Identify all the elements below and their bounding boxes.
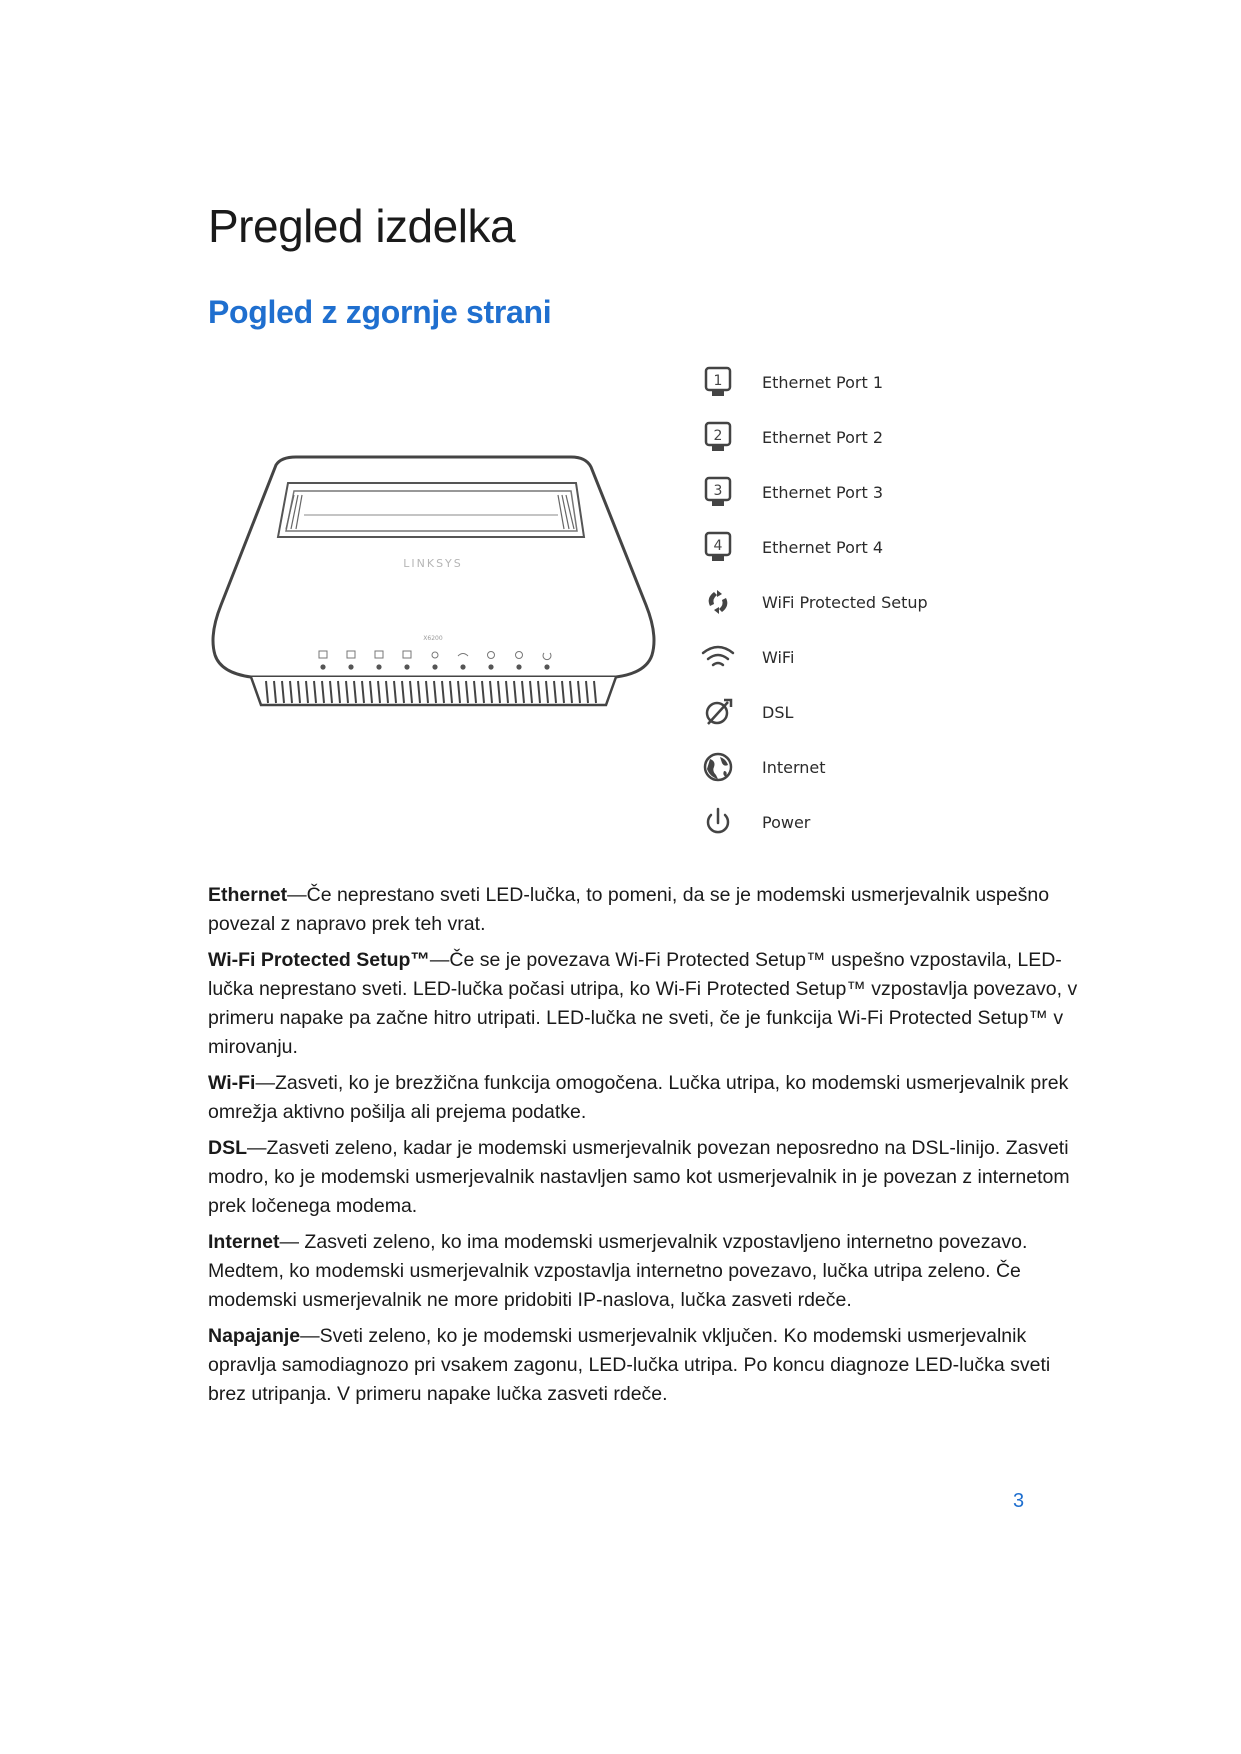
ethernet-port-3-icon bbox=[700, 474, 736, 510]
legend-item bbox=[700, 472, 883, 512]
page-title: Pregled izdelka bbox=[208, 200, 516, 252]
legend-label: WiFi bbox=[762, 647, 795, 667]
ethernet-port-2-icon bbox=[700, 419, 736, 455]
section-heading: Pogled z zgornje strani bbox=[208, 294, 552, 330]
legend-label: Ethernet Port 4 bbox=[762, 537, 883, 557]
legend-item bbox=[700, 637, 794, 677]
legend-item bbox=[700, 527, 883, 567]
dsl-icon bbox=[700, 694, 736, 730]
description-term: Internet bbox=[208, 1231, 280, 1253]
legend-label: Ethernet Port 3 bbox=[762, 482, 883, 502]
power-icon bbox=[700, 804, 736, 840]
description-paragraph bbox=[208, 946, 1078, 1062]
router-illustration bbox=[206, 455, 661, 730]
description-text: —Če neprestano sveti LED-lučka, to pomeni, da se je modemski usmerjevalnik uspešno povezal z napravo prek teh vrat. bbox=[208, 884, 1050, 935]
svg-text:3: 3 bbox=[713, 483, 723, 499]
wifi-icon bbox=[700, 639, 736, 675]
legend-label: WiFi Protected Setup bbox=[762, 592, 928, 612]
description-paragraph bbox=[208, 881, 1078, 939]
legend-label: Ethernet Port 2 bbox=[762, 427, 883, 447]
svg-text:4: 4 bbox=[713, 538, 723, 554]
legend-item bbox=[700, 582, 928, 622]
description-paragraph bbox=[208, 1134, 1078, 1221]
description-term: DSL bbox=[208, 1137, 247, 1159]
router-model-text: X6200 bbox=[423, 635, 443, 642]
description-text: —Zasveti, ko je brezžična funkcija omogočena. Lučka utripa, ko modemski usmerjevalnik prek omrežja aktivno pošilja ali prejema podatke. bbox=[208, 1072, 1069, 1123]
description-text: —Zasveti zeleno, kadar je modemski usmerjevalnik povezan neposredno na DSL-linijo. Zasveti modro, ko je modemski usmerjevalnik nastavljen samo kot usmerjevalnik in je povezan z internetom prek ločenega modema. bbox=[208, 1137, 1070, 1217]
legend-item bbox=[700, 362, 883, 402]
svg-text:2: 2 bbox=[713, 428, 723, 444]
wps-icon bbox=[700, 584, 736, 620]
description-paragraph bbox=[208, 1228, 1078, 1315]
legend-item bbox=[700, 747, 826, 787]
legend-item bbox=[700, 417, 883, 457]
led-descriptions bbox=[208, 881, 1078, 1416]
description-term: Wi-Fi Protected Setup™ bbox=[208, 949, 430, 971]
ethernet-port-1-icon bbox=[700, 364, 736, 400]
description-paragraph bbox=[208, 1069, 1078, 1127]
legend-label: Internet bbox=[762, 757, 826, 777]
router-brand-text: LINKSYS bbox=[403, 557, 463, 570]
description-term: Ethernet bbox=[208, 884, 288, 906]
legend-label: DSL bbox=[762, 702, 794, 722]
description-text: —Če se je povezava Wi-Fi Protected Setup™ uspešno vzpostavila, LED-lučka neprestano sveti. LED-lučka počasi utripa, ko Wi-Fi Protected Setup™ vzpostavlja povezavo, v primeru napake pa začne hitro utripati. LED-lučka ne sveti, če je funkcija Wi-Fi Protected Setup™ v mirovanju. bbox=[208, 949, 1078, 1058]
description-paragraph bbox=[208, 1322, 1078, 1409]
description-term: Napajanje bbox=[208, 1325, 301, 1347]
description-term: Wi-Fi bbox=[208, 1072, 256, 1094]
description-text: — Zasveti zeleno, ko ima modemski usmerjevalnik vzpostavljeno internetno povezavo. Medtem, ko modemski usmerjevalnik vzpostavlja internetno povezavo, lučka utripa zeleno. Če modemski usmerjevalnik ne more pridobiti IP-naslova, lučka zasveti rdeče. bbox=[208, 1231, 1028, 1311]
internet-globe-icon bbox=[700, 749, 736, 785]
description-text: —Sveti zeleno, ko je modemski usmerjevalnik vključen. Ko modemski usmerjevalnik opravlja samodiagnozo pri vsakem zagonu, LED-lučka utripa. Po koncu diagnoze LED-lučka sveti brez utripanja. V primeru napake lučka zasveti rdeče. bbox=[208, 1325, 1051, 1405]
ethernet-port-4-icon bbox=[700, 529, 736, 565]
legend-label: Ethernet Port 1 bbox=[762, 372, 883, 392]
page-number: 3 bbox=[1013, 1490, 1025, 1512]
legend-item bbox=[700, 692, 793, 732]
legend-label: Power bbox=[762, 812, 811, 832]
svg-text:1: 1 bbox=[713, 373, 723, 389]
legend-item bbox=[700, 802, 810, 842]
